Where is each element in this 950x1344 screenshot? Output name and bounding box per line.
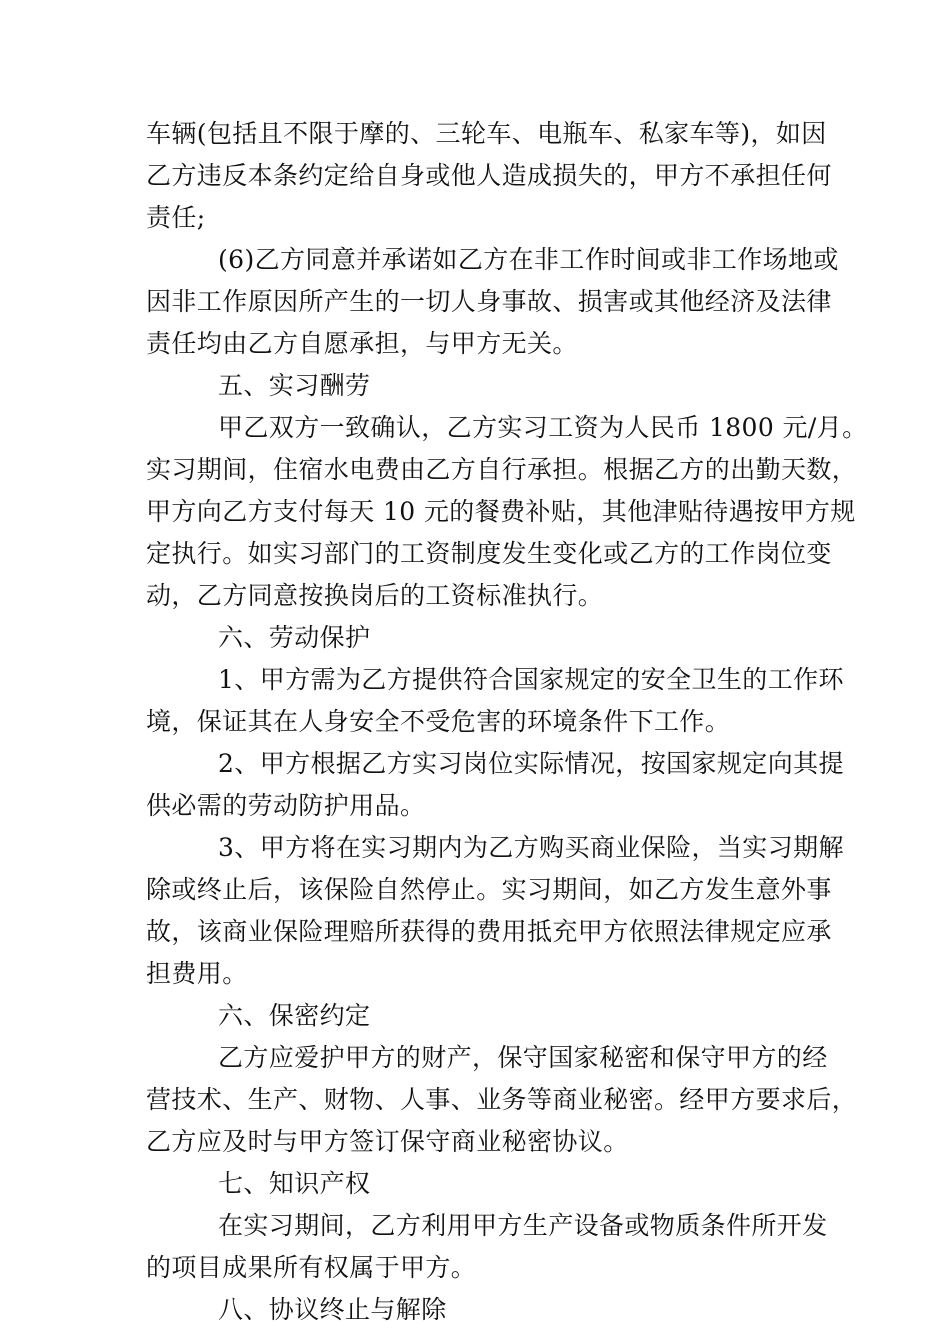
text-line: 2、甲方根据乙方实习岗位实际情况，按国家规定向其提 bbox=[218, 749, 844, 778]
text-line: 动，乙方同意按换岗后的工资标准执行。 bbox=[146, 581, 604, 610]
text-line: 车辆(包括且不限于摩的、三轮车、电瓶车、私家车等)，如因 bbox=[146, 119, 827, 148]
text-line: (6)乙方同意并承诺如乙方在非工作时间或非工作场地或 bbox=[218, 245, 839, 274]
text-line: 营技术、生产、财物、人事、业务等商业秘密。经甲方要求后， bbox=[146, 1085, 858, 1114]
text-line: 3、甲方将在实习期内为乙方购买商业保险，当实习期解 bbox=[218, 833, 844, 862]
text-line: 乙方应爱护甲方的财产，保守国家秘密和保守甲方的经 bbox=[218, 1043, 828, 1072]
section-heading: 八、协议终止与解除 bbox=[218, 1295, 447, 1324]
text-line: 供必需的劳动防护用品。 bbox=[146, 791, 426, 820]
text-line: 因非工作原因所产生的一切人身事故、损害或其他经济及法律 bbox=[146, 287, 832, 316]
text-line: 1、甲方需为乙方提供符合国家规定的安全卫生的工作环 bbox=[218, 665, 844, 694]
text-line: 责任均由乙方自愿承担，与甲方无关。 bbox=[146, 329, 578, 358]
text-line: 担费用。 bbox=[146, 959, 248, 988]
text-line: 乙方应及时与甲方签订保守商业秘密协议。 bbox=[146, 1127, 629, 1156]
text-line: 乙方违反本条约定给自身或他人造成损失的，甲方不承担任何 bbox=[146, 161, 832, 190]
text-line: 实习期间，住宿水电费由乙方自行承担。根据乙方的出勤天数， bbox=[146, 455, 858, 484]
text-line: 的项目成果所有权属于甲方。 bbox=[146, 1253, 477, 1282]
text-line: 甲乙双方一致确认，乙方实习工资为人民币 1800 元/月。 bbox=[218, 413, 868, 442]
section-heading: 七、知识产权 bbox=[218, 1169, 371, 1198]
section-heading: 六、劳动保护 bbox=[218, 623, 371, 652]
text-line: 在实习期间，乙方利用甲方生产设备或物质条件所开发 bbox=[218, 1211, 828, 1240]
text-line: 境，保证其在人身安全不受危害的环境条件下工作。 bbox=[146, 707, 731, 736]
text-line: 定执行。如实习部门的工资制度发生变化或乙方的工作岗位变 bbox=[146, 539, 832, 568]
text-line: 甲方向乙方支付每天 10 元的餐费补贴，其他津贴待遇按甲方规 bbox=[146, 497, 856, 526]
text-line: 故，该商业保险理赔所获得的费用抵充甲方依照法律规定应承 bbox=[146, 917, 832, 946]
text-line: 除或终止后，该保险自然停止。实习期间，如乙方发生意外事 bbox=[146, 875, 832, 904]
section-heading: 五、实习酬劳 bbox=[218, 371, 371, 400]
text-line: 责任; bbox=[146, 203, 206, 232]
section-heading: 六、保密约定 bbox=[218, 1001, 371, 1030]
